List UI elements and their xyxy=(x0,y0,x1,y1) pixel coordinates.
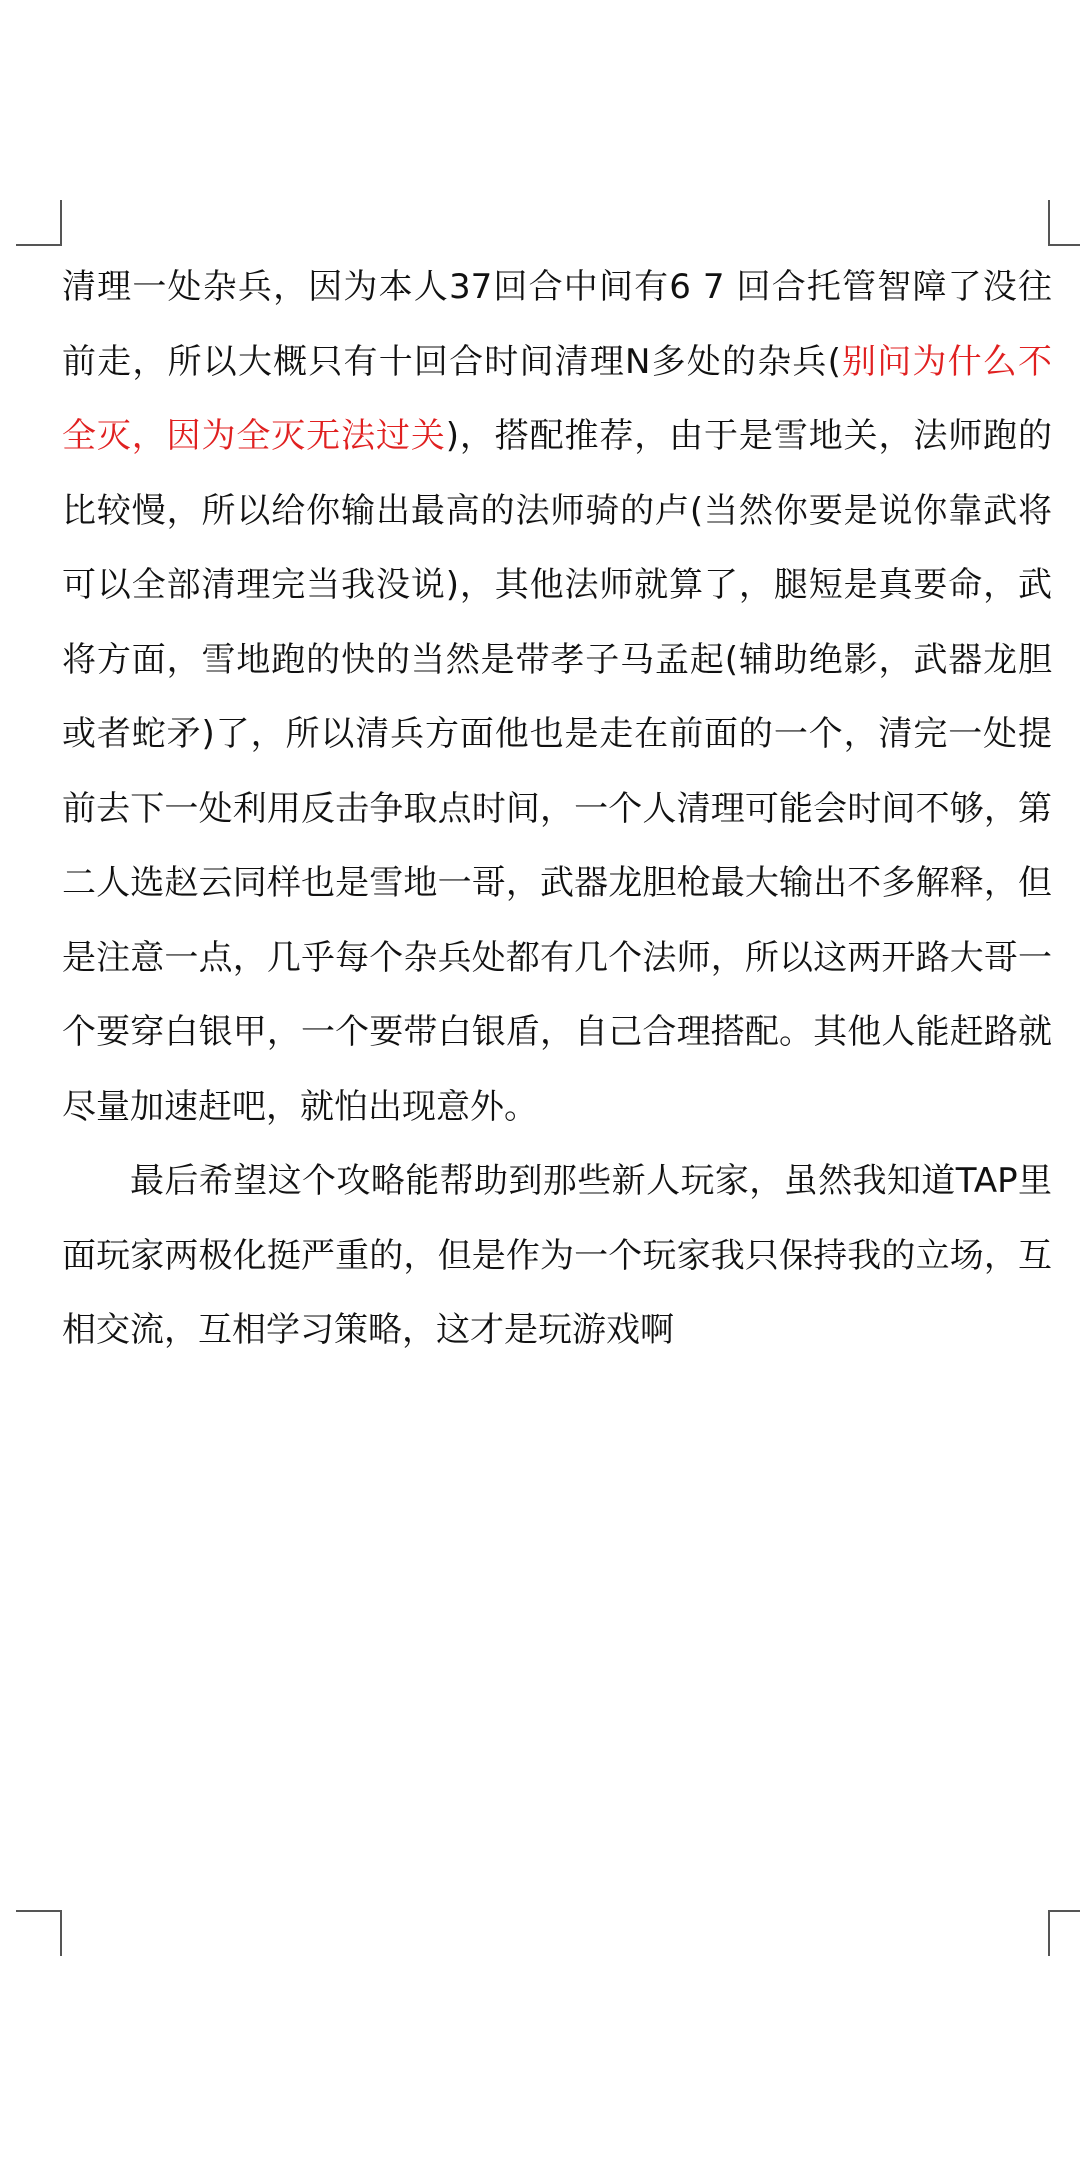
document-body xyxy=(62,250,1052,1368)
crop-mark-bottom-left xyxy=(16,1910,62,1956)
paragraph-strategy-text-start: 清理一处杂兵，因为本人37回合中间有6 7 回合托管智障了没往前走，所以大概只有十回合时间清理N多处的杂兵( xyxy=(62,267,1052,382)
highlighted-warning-text: 别问为什么不全灭，因为全灭无法过关 xyxy=(62,341,1052,456)
paragraph-closing: 最后希望这个攻略能帮助到那些新人玩家，虽然我知道TAP里面玩家两极化挺严重的，但是作为一个玩家我只保持我的立场，互相交流，互相学习策略，这才是玩游戏啊 xyxy=(62,1161,1052,1350)
paragraph-strategy-text-end: )，搭配推荐，由于是雪地关，法师跑的比较慢，所以给你输出最高的法师骑的卢(当然你要是说你靠武将可以全部清理完当我没说)，其他法师就算了，腿短是真要命，武将方面，雪地跑的快的当然是带孝子马孟起(辅助绝影，武器龙胆或者蛇矛)了，所以清兵方面他也是走在前面的一个，清完一处提前去下一处利用反击争取点时间，一个人清理可能会时间不够，第二人选赵云同样也是雪地一哥，武器龙胆枪最大输出不多解释，但是注意一点，几乎每个杂兵处都有几个法师，所以这两开路大哥一个要穿白银甲，一个要带白银盾，自己合理搭配。其他人能赶路就尽量加速赶吧，就怕出现意外。 xyxy=(62,416,1052,1127)
crop-mark-top-left xyxy=(16,200,62,246)
crop-mark-bottom-right xyxy=(1048,1910,1080,1956)
paragraph-strategy xyxy=(62,250,1052,1144)
crop-mark-top-right xyxy=(1048,200,1080,246)
